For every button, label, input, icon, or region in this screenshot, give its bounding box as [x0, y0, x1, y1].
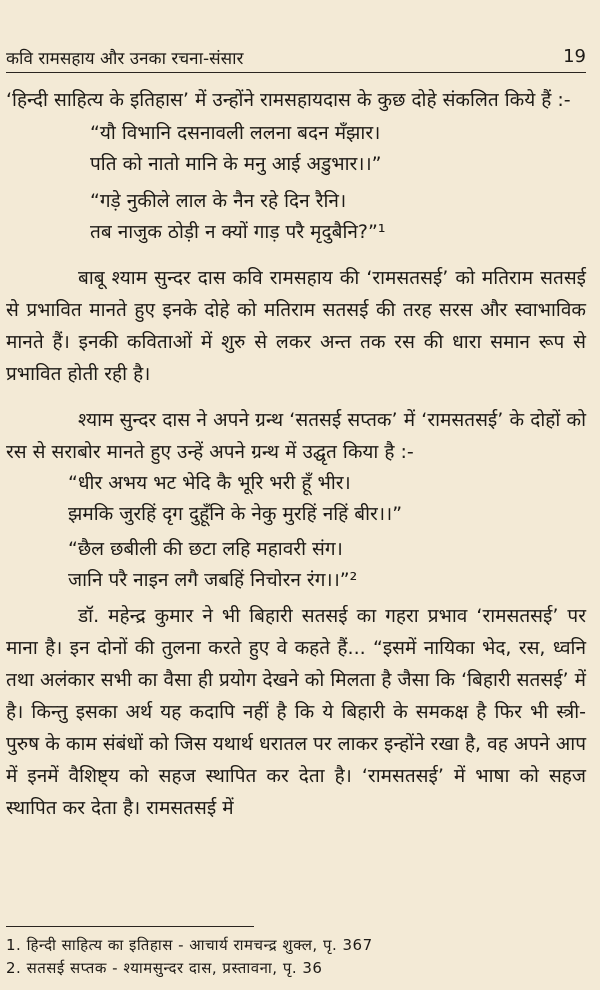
footnote-1: 1. हिन्दी साहित्य का इतिहास - आचार्य रामचन्द्र शुक्ल, पृ. 367: [6, 936, 373, 954]
page-number: 19: [563, 46, 586, 67]
paragraph-satsai-saptak: श्याम सुन्दर दास ने अपने ग्रन्थ ‘सतसई सप्तक’ में ‘रामसतसई’ के दोहों को रस से सराबोर मानते हुए उन्हें अपने ग्रन्थ में उद्घृत किया है :-: [6, 409, 586, 463]
paragraph-shyam-sundar-das: बाबू श्याम सुन्दर दास कवि रामसहाय की ‘रामसतसई’ को मतिराम सतसई से प्रभावित मानते हुए इनके दोहे को मतिराम सतसई की तरह सरस और स्वाभाविक मानते हैं। इनकी कविताओं में शुरु से लकर अन्त तक रस की धारा समान रूप से प्रभावित होती रही है।: [6, 267, 586, 385]
body-text: [6, 84, 586, 824]
couplet-line: झमकि जुरहिं दृग दुहूँनि के नेकु मुरहिं नहिं बीर।।”: [68, 503, 403, 525]
paragraph-mahendra-kumar: डॉ. महेन्द्र कुमार ने भी बिहारी सतसई का गहरा प्रभाव ‘रामसतसई’ पर माना है। इन दोनों की तुलना करते हुए वे कहते हैं... “इसमें नायिका भेद, रस, ध्वनि तथा अलंकार सभी का वैसा ही प्रयोग देखने को मिलता है जैसा कि ‘बिहारी सतसई’ में है। किन्तु इसका अर्थ यह कदापि नहीं है कि ये बिहारी के समकक्ष है फिर भी स्त्री-पुरुष के काम संबंधों को जिस यथार्थ धरातल पर लाकर इन्होंने रखा है, वह अपने आप में इनमें वैशिष्ट्य को सहज स्थापित कर देता है। ‘रामसतसई’ में भाषा को सहज स्थापित कर देता है। रामसतसई में: [6, 605, 586, 819]
couplet-3: [6, 468, 586, 530]
couplet-line: “छैल छबीली की छटा लहि महावरी संग।: [68, 538, 343, 560]
couplet-line: “धीर अभय भट भेदि कै भूरि भरी हूँ भीर।: [68, 472, 351, 494]
chapter-title: कवि रामसहाय और उनका रचना-संसार: [6, 49, 244, 69]
couplet-line: जानि परै नाइन लगै जबहिं निचोरन रंग।।”²: [68, 569, 358, 591]
couplet-line: “यौ विभानि दसनावली ललना बदन मँझार।: [90, 122, 381, 144]
couplet-1: [6, 118, 586, 180]
footnote-divider: [6, 926, 254, 927]
couplet-2: [6, 186, 586, 248]
paragraph-intro: ‘हिन्दी साहित्य के इतिहास’ में उन्होंने रामसहायदास के कुछ दोहे संकलित किये हैं :-: [6, 89, 571, 111]
couplet-4: [6, 534, 586, 596]
running-header: [6, 46, 586, 73]
footnotes: [6, 934, 373, 980]
couplet-line: पति को नातो मानि के मनु आई अडुभार।।”: [90, 153, 382, 175]
footnote-2: 2. सतसई सप्तक - श्यामसुन्दर दास, प्रस्तावना, पृ. 36: [6, 959, 323, 977]
couplet-line: “गड़े नुकीले लाल के नैन रहे दिन रैनि।: [90, 190, 347, 212]
couplet-line: तब नाजुक ठोड़ी न क्यों गाड़ परै मृदुबैनि?”¹: [90, 221, 386, 243]
